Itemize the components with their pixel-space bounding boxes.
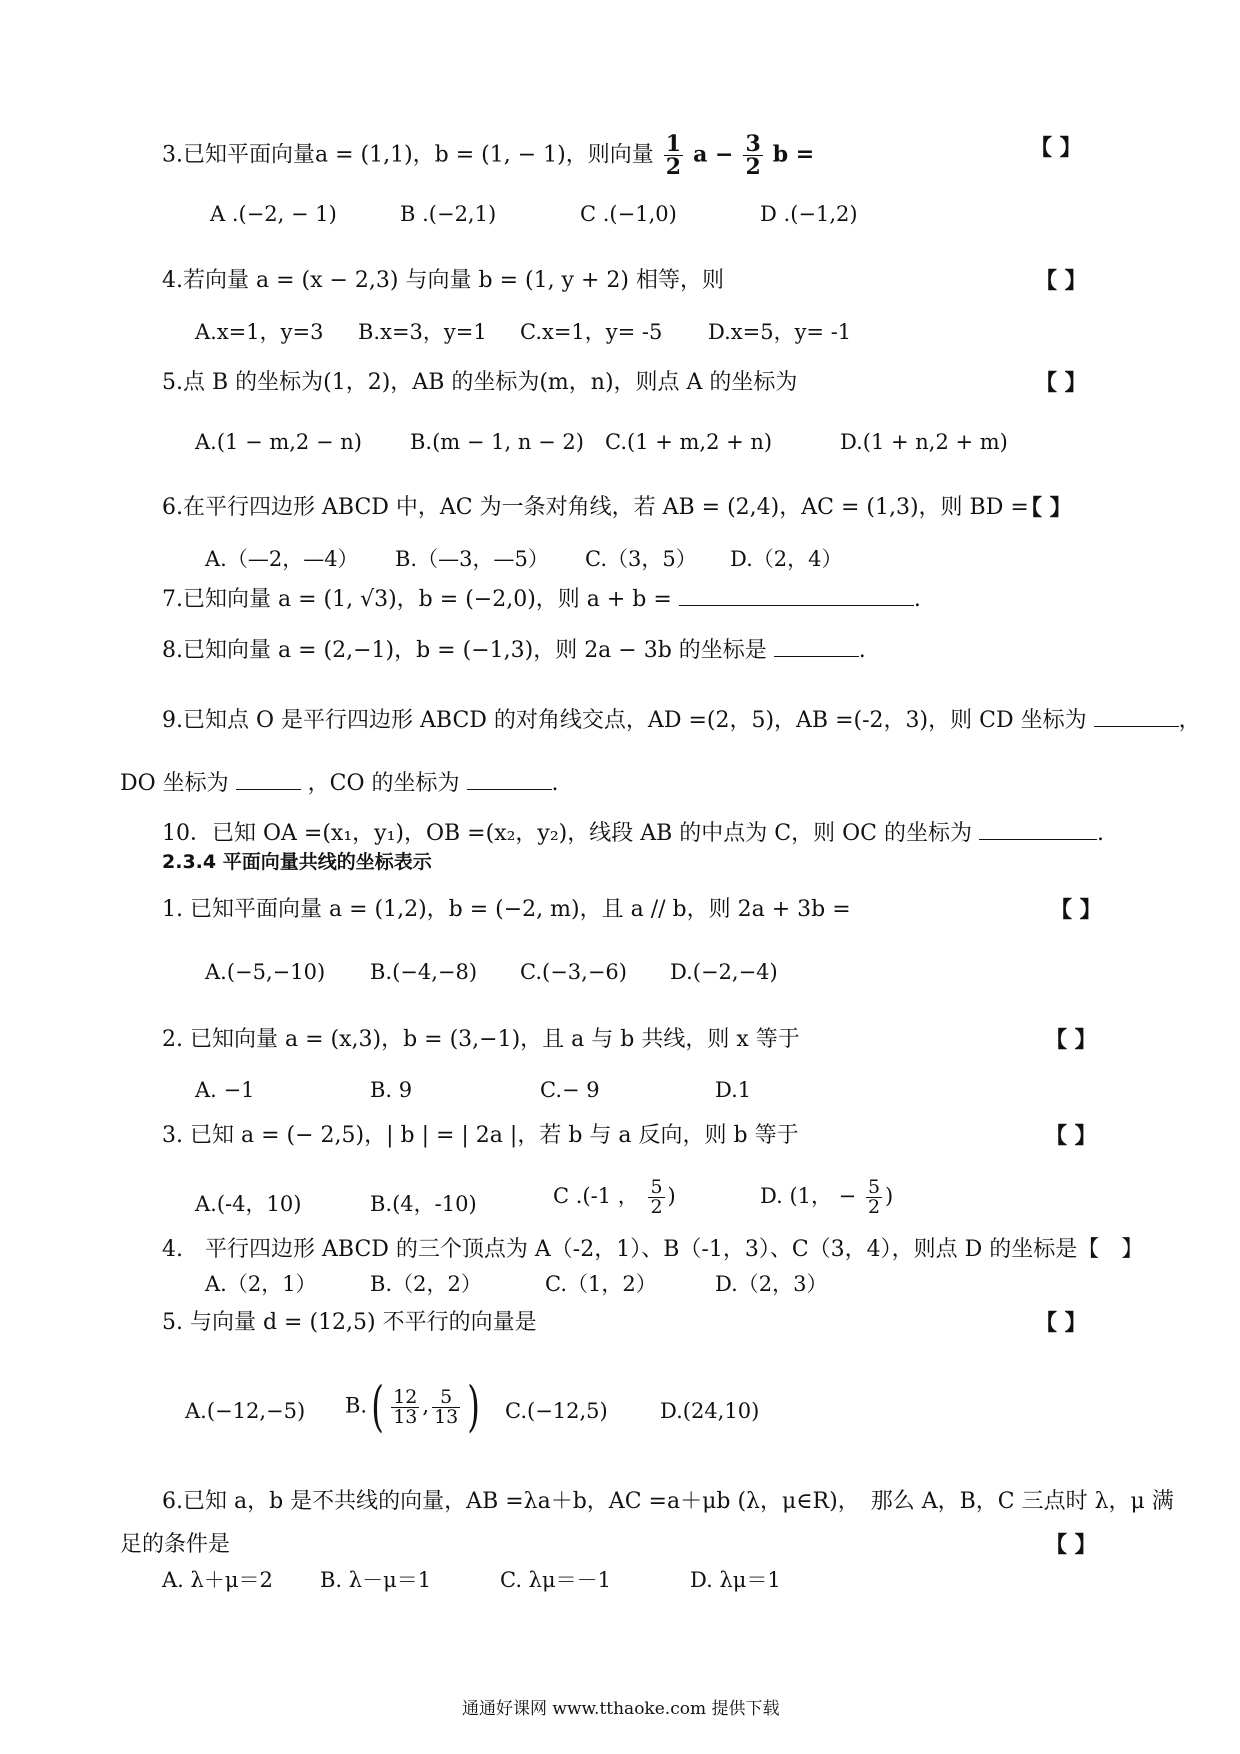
q3-mid: a − [693, 141, 734, 168]
s3-option-a: A.(-4，10) [195, 1192, 302, 1216]
s3-option-d-fraction: $\frac{5}{2}$ [867, 1176, 881, 1218]
q6-option-d: D.（2，4） [730, 547, 843, 571]
s2-option-b: B. 9 [370, 1078, 413, 1102]
q3-fraction-1: $\frac{1}{2}$ [665, 131, 682, 180]
s1-option-a: A.(−5,−10) [205, 960, 326, 984]
question-4: 4.若向量 a = (x − 2,3) 与向量 b = (1, y + 2) 相等，则 [162, 268, 724, 293]
q10-text: 10．已知 OA =(x₁，y₁)，OB =(x₂，y₂)，线段 AB 的中点为 C，则 OC 的坐标为 [162, 821, 972, 846]
s3-option-c-text: C .(-1 ， [553, 1184, 639, 1208]
s5-option-c: C.(−12,5) [505, 1399, 608, 1423]
s3-option-c-fraction: $\frac{5}{2}$ [650, 1176, 663, 1218]
s3-option-d: D. (1， − $\frac{5}{2}$ ) [760, 1176, 894, 1218]
s1-option-d: D.(−2,−4) [670, 960, 778, 984]
section-heading: 2.3.4 平面向量共线的坐标表示 [162, 851, 432, 873]
s4-option-a: A.（2，1） [205, 1272, 317, 1296]
section-question-1: 1. 已知平面向量 a = (1,2)，b = (−2, m)，且 a // b，则 2a + 3b = [162, 897, 851, 922]
q7-text: 7.已知向量 a = (1, √3)，b = (−2,0)，则 a + b = [162, 587, 672, 612]
s5-option-b-fraction-1: $\frac{12}{13}$ [393, 1385, 418, 1428]
q9-cd-answer-blank[interactable] [1094, 704, 1179, 727]
s6-option-b: B. λ－μ＝1 [320, 1568, 432, 1592]
s5-answer-bracket: 【 】 [1035, 1310, 1087, 1336]
question-7: 7.已知向量 a = (1, √3)，b = (−2,0)，则 a + b = . [162, 583, 921, 615]
s1-answer-bracket: 【 】 [1050, 897, 1102, 923]
q9-co-label: ，CO 的坐标为 [307, 771, 460, 796]
s2-option-a: A. −1 [195, 1078, 255, 1102]
s3-option-c: C .(-1 ， $\frac{5}{2}$ ) [553, 1176, 676, 1218]
s5-option-d: D.(24,10) [660, 1399, 760, 1423]
q4-option-b: B.x=3，y=1 [358, 320, 487, 344]
q3-answer-bracket: 【 】 [1030, 135, 1082, 161]
q6-answer-bracket: 【 】 [1020, 495, 1072, 521]
s5-option-b-label: B. [345, 1393, 368, 1418]
q3-tail: b = [772, 141, 815, 168]
section-question-6-line-2: 足的条件是 [120, 1532, 231, 1557]
q5-option-a: A.(1 − m,2 − n) [195, 430, 362, 454]
q3-text: 3.已知平面向量a = (1,1)，b = (1, − 1)，则向量 [162, 142, 654, 168]
s5-option-b-fraction-2: $\frac{5}{13}$ [434, 1385, 459, 1428]
s4-option-c: C.（1，2） [545, 1272, 657, 1296]
s5-option-a: A.(−12,−5) [185, 1399, 306, 1423]
q5-option-d: D.(1 + n,2 + m) [840, 430, 1008, 454]
q3-option-c: C .(−1,0) [580, 202, 677, 226]
s4-option-d: D.（2，3） [715, 1272, 828, 1296]
s2-answer-bracket: 【 】 [1045, 1027, 1097, 1053]
q5-answer-bracket: 【 】 [1035, 370, 1087, 396]
q4-option-c: C.x=1，y= -5 [520, 320, 663, 344]
q3-option-a: A .(−2, − 1) [210, 202, 337, 226]
s2-option-d: D.1 [715, 1078, 752, 1102]
q4-option-a: A.x=1，y=3 [195, 320, 324, 344]
q3-option-d: D .(−1,2) [760, 202, 858, 226]
q5-option-b: B.(m − 1, n − 2) [410, 430, 584, 454]
section-question-5: 5. 与向量 d = (12,5) 不平行的向量是 [162, 1310, 537, 1335]
s5-option-b: B.( $\frac{12}{13}$ , $\frac{5}{13}$ ) [345, 1375, 481, 1438]
s6-answer-bracket: 【 】 [1045, 1532, 1097, 1558]
page-footer: 通通好课网 www.tthaoke.com 提供下载 [462, 1699, 780, 1719]
question-9-line-2: DO 坐标为 ，CO 的坐标为 . [120, 767, 559, 799]
q4-option-d: D.x=5，y= -1 [708, 320, 852, 344]
s6-option-d: D. λμ＝1 [690, 1568, 781, 1592]
s3-option-d-text: D. (1， − [760, 1184, 857, 1208]
s2-option-c: C.− 9 [540, 1078, 600, 1102]
q8-answer-blank[interactable] [774, 634, 859, 657]
q6-option-a: A.（—2，—4） [205, 547, 359, 571]
question-9-line-1: 9.已知点 O 是平行四边形 ABCD 的对角线交点，AD =(2，5)，AB =(-2，3)，则 CD 坐标为 ， [162, 704, 1201, 736]
q10-answer-blank[interactable] [979, 817, 1097, 840]
question-10: 10．已知 OA =(x₁，y₁)，OB =(x₂，y₂)，线段 AB 的中点为 C，则 OC 的坐标为 . [162, 817, 1104, 849]
question-6: 6.在平行四边形 ABCD 中，AC 为一条对角线，若 AB = (2,4)，AC = (1,3)，则 BD = [162, 495, 1029, 520]
section-question-6-line-1: 6.已知 a，b 是不共线的向量，AB =λa＋b，AC =a＋μb (λ，μ∈R)， 那么 A，B，C 三点时 λ，μ 满 [162, 1489, 1174, 1514]
question-8: 8.已知向量 a = (2,−1)，b = (−1,3)，则 2a − 3b 的坐标是 . [162, 634, 866, 666]
q9-text-line-1: 9.已知点 O 是平行四边形 ABCD 的对角线交点，AD =(2，5)，AB =(-2，3)，则 CD 坐标为 [162, 708, 1087, 733]
q8-text: 8.已知向量 a = (2,−1)，b = (−1,3)，则 2a − 3b 的坐标是 [162, 638, 767, 663]
q5-option-c: C.(1 + m,2 + n) [605, 430, 773, 454]
section-question-2: 2. 已知向量 a = (x,3)，b = (3,−1)，且 a 与 b 共线，则 x 等于 [162, 1027, 800, 1052]
s3-answer-bracket: 【 】 [1045, 1123, 1097, 1149]
q6-option-c: C.（3，5） [585, 547, 697, 571]
q3-fraction-2: $\frac{3}{2}$ [745, 131, 761, 180]
q3-option-b: B .(−2,1) [400, 202, 497, 226]
q9-do-label: DO 坐标为 [120, 771, 229, 796]
q7-answer-blank[interactable] [679, 583, 914, 606]
s1-option-b: B.(−4,−8) [370, 960, 478, 984]
question-3 [162, 133, 814, 178]
q9-co-answer-blank[interactable] [467, 767, 552, 790]
s3-option-b: B.(4，-10) [370, 1192, 477, 1216]
section-question-3: 3. 已知 a = (− 2,5)，| b | = | 2a |，若 b 与 a 反向，则 b 等于 [162, 1123, 799, 1148]
q9-do-answer-blank[interactable] [236, 767, 301, 790]
s6-option-c: C. λμ＝－1 [500, 1568, 611, 1592]
section-question-4: 4. 平行四边形 ABCD 的三个顶点为 A（-2，1）、B（-1，3）、C（3，4），则点 D 的坐标是【 】 [162, 1237, 1144, 1262]
s1-option-c: C.(−3,−6) [520, 960, 627, 984]
q6-option-b: B.（—3，—5） [395, 547, 549, 571]
question-5: 5.点 B 的坐标为(1，2)，AB 的坐标为(m，n)，则点 A 的坐标为 [162, 370, 798, 395]
q4-answer-bracket: 【 】 [1035, 268, 1087, 294]
s6-option-a: A. λ＋μ＝2 [162, 1568, 273, 1592]
s4-option-b: B.（2，2） [370, 1272, 482, 1296]
